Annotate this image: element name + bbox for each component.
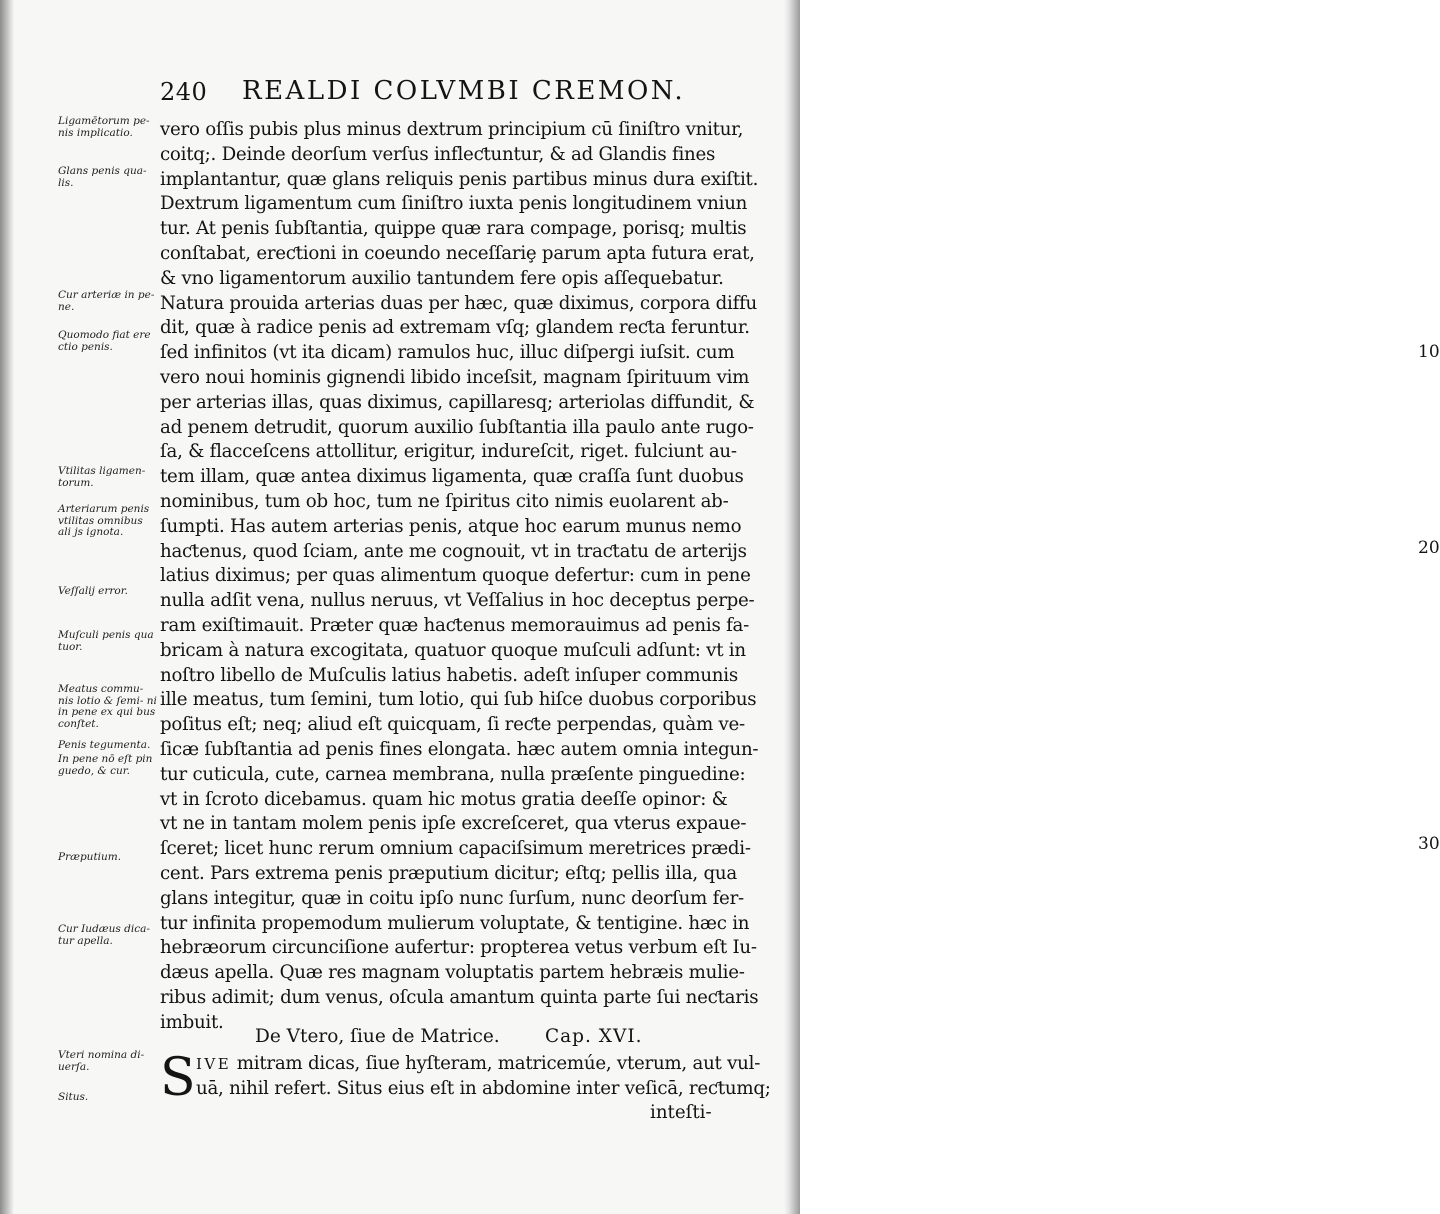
text-line: Dextrum ligamentum cum ſiniſtro iuxta penis longitudinem vniun xyxy=(160,193,748,215)
text-line: imbuit. xyxy=(160,1011,224,1033)
margin-note: Vtilitas ligamen- torum. xyxy=(58,465,146,489)
text-line: noſtro libello de Muſculis latius habetis. adeſt inſuper communis xyxy=(160,664,738,686)
text-line: ad penem detrudit, quorum auxilio ſubſtantia illa paulo ante rugo- xyxy=(160,416,754,438)
text-line: poſitus eſt; neq; aliud eſt quicquam, ſi reƈte perpendas, quàm ve- xyxy=(160,714,745,736)
text-line: nominibus, tum ob hoc, tum ne ſpiritus cito nimis euolarent ab- xyxy=(160,490,729,512)
text-line: vero oſſis pubis plus minus dextrum principium cū ſiniſtro vnitur, xyxy=(160,119,744,140)
margin-note: Præputium. xyxy=(58,851,122,863)
margin-note: Penis tegumenta. xyxy=(58,739,151,751)
text-line: ſceret; licet hunc rerum omnium capaciſsimum meretrices prædi- xyxy=(160,838,751,860)
text-line: tem illam, quæ antea diximus ligamenta, quæ craſſa ſunt duobus xyxy=(160,466,744,488)
catchword: inteſti- xyxy=(650,1102,712,1123)
text-line: ram exiſtimauit. Præter quæ haƈtenus memorauimus ad penis fa- xyxy=(160,614,750,636)
margin-note: Vteri nomina di- uerſa. xyxy=(58,1049,145,1073)
line-number: 10 xyxy=(1418,342,1440,362)
text-line: tur infinita propemodum mulierum voluptate, & tentigine. hæc in xyxy=(160,912,750,934)
body-text xyxy=(160,118,759,1035)
text-line: vt ne in tantam molem penis ipſe excreſceret, qua vterus expaue- xyxy=(160,813,747,835)
text-line: ribus adimit; dum venus, oſcula amantum quinta parte ſui neƈtaris xyxy=(160,986,759,1008)
margin-note: Cur arteriæ in pe- ne. xyxy=(58,289,155,313)
chapter-heading xyxy=(255,1026,675,1052)
page-header xyxy=(160,74,686,114)
text-line: cent. Pars extrema penis præputium dicitur; eſtq; pellis illa, qua xyxy=(160,862,737,884)
first-word: IVE xyxy=(196,1055,232,1073)
text-line: vero noui hominis gignendi libido inceſsit, magnam ſpirituum vim xyxy=(160,366,750,388)
chapter-title: De Vtero, ſiue de Matrice. xyxy=(255,1026,500,1047)
text-line: ille meatus, tum ſemini, tum lotio, qui ſub hiſce duobus corporibus xyxy=(160,689,757,711)
line-number: 20 xyxy=(1418,538,1440,558)
text-line: & vno ligamentorum auxilio tantundem fere opis aſſequebatur. xyxy=(160,267,724,289)
margin-note: Glans penis qua- lis. xyxy=(58,165,147,189)
text-line: vt in ſcroto dicebamus. quam hic motus gratia deeſſe opinor: & xyxy=(160,788,728,810)
text-line: Natura prouida arterias duas per hæc, quæ diximus, corpora diffu xyxy=(160,292,758,314)
text-line: implantantur, quæ glans reliquis penis partibus minus dura exiſtit. xyxy=(160,168,759,190)
chapter-body xyxy=(160,1048,771,1108)
text-line: dit, quæ à radice penis ad extremam vſq; glandem reƈta feruntur. xyxy=(160,317,750,339)
text-line: hebræorum circunciſione aufertur: propterea vetus verbum eſt Iu- xyxy=(160,937,757,959)
running-title: REALDI COLVMBI CREMON. xyxy=(242,76,686,106)
chapter-line xyxy=(160,1052,761,1077)
text-line: glans integitur, quæ in coitu ipſo nunc ſurſum, nunc deorſum fer- xyxy=(160,887,744,909)
text-line: nulla adſit vena, nullus neruus, vt Veſſalius in hoc deceptus perpe- xyxy=(160,590,755,612)
text-line: dæus apella. Quæ res magnam voluptatis partem hebræis mulie- xyxy=(160,962,745,984)
text-line: ſed infinitos (vt ita dicam) ramulos huc, illuc diſpergi iuſsit. cum xyxy=(160,342,735,364)
text-line: latius diximus; per quas alimentum quoque defertur: cum in pene xyxy=(160,565,751,587)
text-line: haƈtenus, quod ſciam, ante me cognouit, vt in traƈtatu de arterijs xyxy=(160,540,747,562)
text-line: ſicæ ſubſtantia ad penis fines elongata. hæc autem omnia integun- xyxy=(160,738,759,760)
text-line: ſumpti. Has autem arterias penis, atque hoc earum munus nemo xyxy=(160,515,742,537)
text-line: bricam à natura excogitata, quatuor quoque muſculi adſunt: vt in xyxy=(160,639,746,661)
text-line: conſtabat, ereƈtioni in coeundo neceſſariȩ parum apta futura erat, xyxy=(160,242,755,264)
line-number: 30 xyxy=(1418,834,1440,854)
margin-note: Arteriarum penis vtilitas omnibus ali js ignota. xyxy=(58,503,150,538)
margin-note: Quomodo fiat ere ctio penis. xyxy=(58,329,151,353)
text-line: tur cuticula, cute, carnea membrana, nulla præſente pinguedine: xyxy=(160,763,746,785)
margin-note: Meatus commu- nis lotio & ſemi- ni in pene ex qui bus conſtet. xyxy=(58,683,157,730)
margin-note: In pene nō eſt pin guedo, & cur. xyxy=(58,753,153,777)
margin-note: Muſculi penis qua tuor. xyxy=(58,629,154,653)
chapter-line: uā, nihil refert. Situs eius eſt in abdomine inter veſicā, reƈtumq; xyxy=(196,1077,771,1099)
text-line: coitq;. Deinde deorſum verſus infleƈtuntur, & ad Glandis fines xyxy=(160,143,716,165)
margin-note: Situs. xyxy=(58,1091,89,1103)
line-numbers xyxy=(700,0,1440,1214)
text-line: per arterias illas, quas diximus, capillaresq; arteriolas diffundit, & xyxy=(160,391,755,413)
drop-cap: S xyxy=(160,1048,196,1108)
chapter-number: Cap. XVI. xyxy=(545,1026,643,1047)
chapter-line-text: mitram dicas, ſiue hyſteram, matricemúe, vterum, aut vul- xyxy=(236,1053,761,1074)
margin-note: Veſſalij error. xyxy=(58,585,128,597)
text-line: tur. At penis ſubſtantia, quippe quæ rara compage, porisq; multis xyxy=(160,218,747,240)
page-number: 240 xyxy=(160,78,208,106)
margin-notes xyxy=(0,0,160,1214)
text-line: ſa, & flacceſcens attollitur, erigitur, indureſcit, riget. fulciunt au- xyxy=(160,441,737,463)
margin-note: Cur Iudæus dica- tur apella. xyxy=(58,923,150,947)
margin-note: Ligamētorum pe- nis implicatio. xyxy=(58,115,150,139)
